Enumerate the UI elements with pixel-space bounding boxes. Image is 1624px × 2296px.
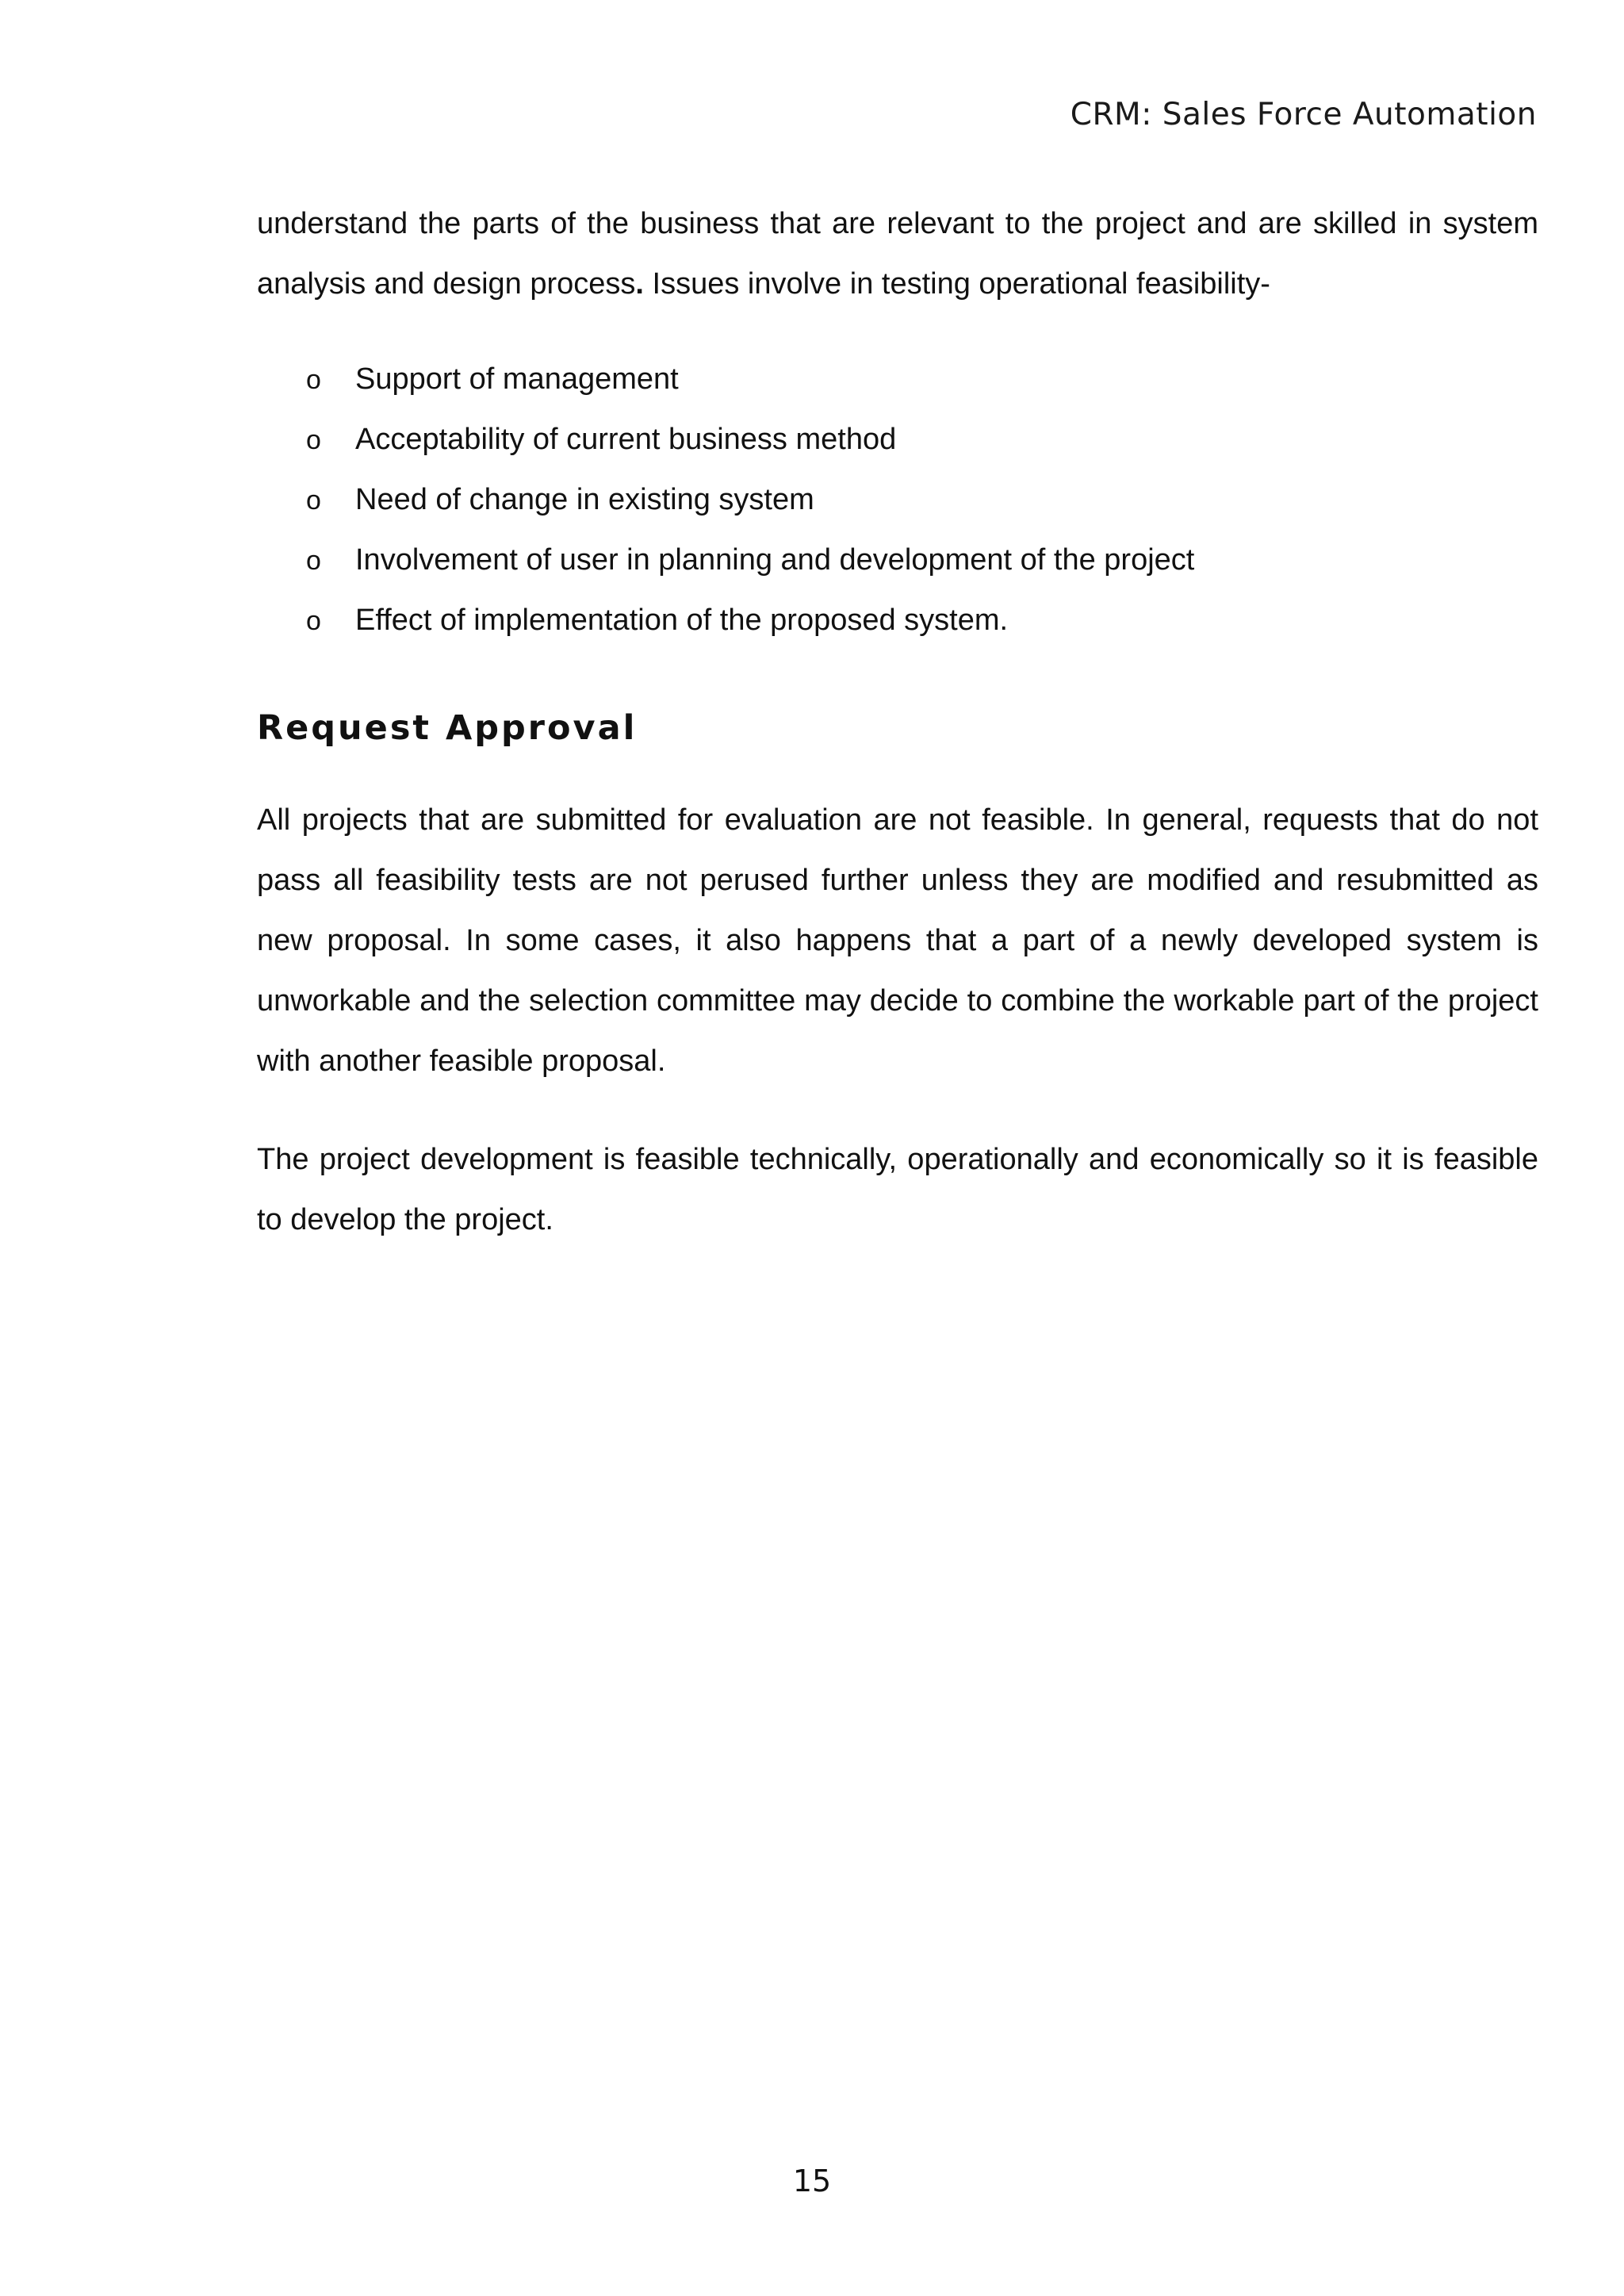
list-item-text: Effect of implementation of the proposed system. xyxy=(355,604,1009,637)
list-item-text: Need of change in existing system xyxy=(355,483,814,516)
intro-paragraph xyxy=(257,194,1538,314)
list-item-text: Support of management xyxy=(355,362,679,396)
intro-text: understand the parts of the business that are relevant to the project and are skilled in system analysis and design process xyxy=(257,207,1538,301)
body-paragraph-approval: All projects that are submitted for evaluation are not feasible. In general, requests that do not pass all feasibility tests are not perused further unless they are modified and resubmitted as new proposal. In some cases, it also happens that a part of a newly developed system is unworkable and the selection committee may decide to combine the workable part of the project with another feasible proposal. xyxy=(257,803,1538,1078)
bullet-marker: o xyxy=(306,425,321,455)
bullet-marker: o xyxy=(306,546,321,576)
list-item xyxy=(257,470,1538,530)
feasibility-issues-list xyxy=(257,349,1538,650)
page-number: 15 xyxy=(792,2164,832,2198)
bullet-marker: o xyxy=(306,485,321,516)
page-content xyxy=(257,194,1538,1250)
list-item xyxy=(257,530,1538,590)
list-item xyxy=(257,349,1538,409)
list-item-text: Acceptability of current business method xyxy=(355,423,897,456)
bullet-marker: o xyxy=(306,606,321,636)
list-item xyxy=(257,590,1538,650)
section-heading: Request Approval xyxy=(257,708,638,748)
list-item xyxy=(257,409,1538,470)
list-item-text: Involvement of user in planning and development of the project xyxy=(355,543,1195,577)
running-header: CRM: Sales Force Automation xyxy=(1070,97,1537,132)
bullet-marker: o xyxy=(306,365,321,395)
intro-period: . xyxy=(635,267,644,301)
body-paragraph-conclusion: The project development is feasible technically, operationally and economically so it is feasible to develop the project. xyxy=(257,1143,1538,1236)
intro-text-continued: Issues involve in testing operational feasibility- xyxy=(643,267,1270,301)
